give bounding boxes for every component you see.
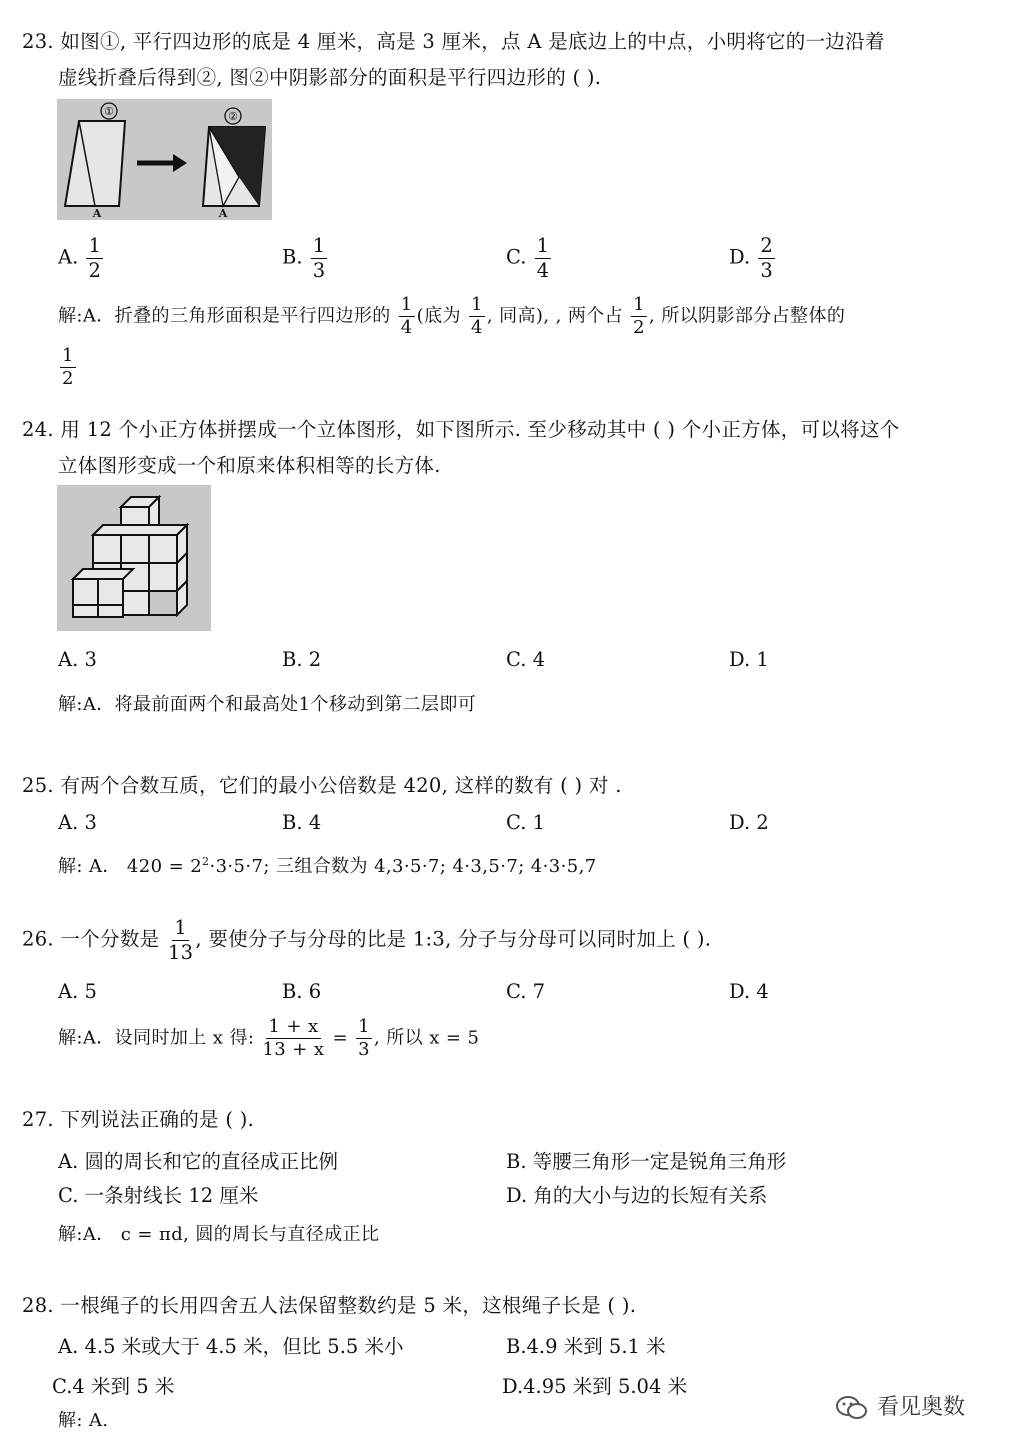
- q26-option-b[interactable]: B. 6: [282, 980, 322, 1003]
- q28-option-a[interactable]: A. 4.5 米或大于 4.5 米，但比 5.5 米小: [58, 1335, 404, 1358]
- q24-option-a[interactable]: A. 3: [58, 648, 97, 671]
- q23-figure: [57, 99, 272, 220]
- point-a-label-2: A: [218, 207, 228, 220]
- q23-option-b[interactable]: B. $\frac{1}{3}$: [282, 234, 326, 282]
- q24-cube-figure: [57, 485, 211, 631]
- q27-solution: 解:A． c = πd, 圆的周长与直径成正比: [58, 1224, 380, 1245]
- q25-line1: 25. 有两个合数互质，它们的最小公倍数是 420, 这样的数有 ( ) 对 .: [22, 774, 622, 797]
- q27-option-d[interactable]: D. 角的大小与边的长短有关系: [506, 1184, 768, 1207]
- figure-label-2: ②: [228, 110, 238, 123]
- q24-solution: 解:A．将最前面两个和最高处1个移动到第二层即可: [58, 694, 477, 715]
- cubes-diagram: [57, 485, 211, 631]
- q26-option-a[interactable]: A. 5: [58, 980, 97, 1003]
- q24-option-d[interactable]: D. 1: [729, 648, 769, 671]
- q23-option-a[interactable]: A. $\frac{1}{2}$: [58, 234, 101, 282]
- point-a-label-1: A: [92, 207, 102, 220]
- q27-option-c[interactable]: C. 一条射线长 12 厘米: [58, 1184, 259, 1207]
- q28-option-c[interactable]: C.4 米到 5 米: [52, 1375, 175, 1398]
- q28-line1: 28. 一根绳子的长用四舍五人法保留整数约是 5 米，这根绳子长是 ( ).: [22, 1294, 637, 1317]
- q23-solution-cont: $\frac{1}{2}$: [62, 345, 74, 389]
- q24-option-b[interactable]: B. 2: [282, 648, 322, 671]
- q26-solution: 解:A．设同时加上 x 得: $\frac{1 + x}{13 + x}$ = $\frac{1}{3}$ , 所以 x = 5: [58, 1016, 480, 1060]
- watermark: 看见奥数: [834, 1390, 965, 1422]
- fold-diagram: [57, 99, 272, 220]
- figure-label-1: ①: [104, 105, 114, 118]
- q25-option-a[interactable]: A. 3: [58, 811, 97, 834]
- q23-line2: 虚线折叠后得到②, 图②中阴影部分的面积是平行四边形的 ( ).: [58, 66, 602, 89]
- q28-option-d[interactable]: D.4.95 米到 5.04 米: [502, 1375, 688, 1398]
- parallelogram-1: [65, 121, 125, 206]
- q25-option-b[interactable]: B. 4: [282, 811, 322, 834]
- q27-option-a[interactable]: A. 圆的周长和它的直径成正比例: [58, 1150, 338, 1173]
- q24-line2: 立体图形变成一个和原来体积相等的长方体.: [58, 454, 441, 477]
- q23-option-d[interactable]: D. $\frac{2}{3}$: [729, 234, 773, 282]
- q28-solution: 解: A.: [58, 1410, 109, 1431]
- q23-solution: 解:A．折叠的三角形面积是平行四边形的 $\frac{1}{4}$ (底为 $\frac{1}{4}$ , 同高), , 两个占 $\frac{1}{2}$ , 所以阴影部分占整体的: [58, 294, 846, 338]
- q26-option-d[interactable]: D. 4: [729, 980, 769, 1003]
- q25-option-d[interactable]: D. 2: [729, 811, 769, 834]
- q26-option-c[interactable]: C. 7: [506, 980, 546, 1003]
- wechat-icon: [834, 1394, 870, 1422]
- q24-option-c[interactable]: C. 4: [506, 648, 546, 671]
- q23-option-c[interactable]: C. $\frac{1}{4}$: [506, 234, 550, 282]
- q27-option-b[interactable]: B. 等腰三角形一定是锐角三角形: [506, 1150, 787, 1173]
- q24-line1: 24. 用 12 个小正方体拼摆成一个立体图形，如下图所示. 至少移动其中 ( ) 个小正方体，可以将这个: [22, 418, 900, 441]
- q23-line1: 23. 如图①, 平行四边形的底是 4 厘米，高是 3 厘米，点 A 是底边上的中点，小明将它的一边沿着: [22, 30, 885, 53]
- q28-option-b[interactable]: B.4.9 米到 5.1 米: [506, 1335, 666, 1358]
- q26-line1: 26. 一个分数是 $\frac{1}{13}$ , 要使分子与分母的比是 1:3, 分子与分母可以同时加上 ( ).: [22, 916, 712, 964]
- q25-solution: 解: A． $420 = 2^2\cdot 3\cdot 5\cdot 7$; 三组合数为 4,3·5·7; 4·3,5·7; 4·3·5,7: [58, 855, 597, 877]
- q25-option-c[interactable]: C. 1: [506, 811, 546, 834]
- q27-line1: 27. 下列说法正确的是 ( ).: [22, 1108, 255, 1131]
